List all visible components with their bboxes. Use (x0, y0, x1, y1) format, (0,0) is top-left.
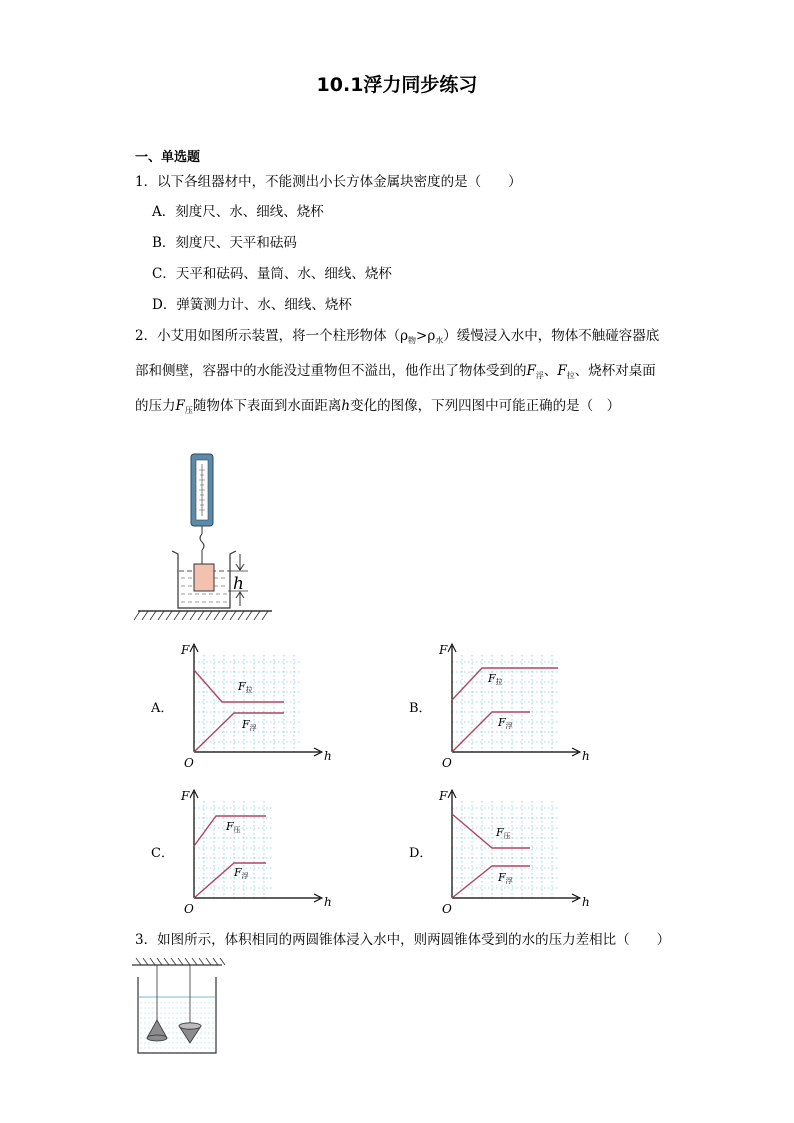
page-title: 10.1浮力同步练习 (316, 74, 478, 96)
axis-label-f: F (439, 643, 448, 657)
axis-label-h: h (582, 749, 590, 763)
origin-label: O (184, 902, 194, 916)
series-label-1: F拉 (238, 680, 253, 694)
series-label-2: F浮 (498, 871, 513, 885)
apparatus-figure (130, 450, 280, 625)
question-1-option-c: C．天平和砝码、量筒、水、细线、烧杯 (152, 266, 392, 282)
graph-b (430, 640, 595, 770)
option-c-letter: C． (151, 846, 174, 861)
question-1-stem: 1．以下各组器材中，不能测出小长方体金属块密度的是（ ） (135, 174, 522, 190)
option-b-letter: B． (409, 701, 432, 716)
axis-label-f: F (439, 789, 448, 803)
option-d-letter: D． (409, 846, 433, 861)
graph-a (172, 640, 337, 770)
axis-label-f: F (181, 643, 190, 657)
section-heading: 一、单选题 (135, 150, 201, 165)
series-label-1: F压 (496, 826, 511, 840)
series-line-2 (452, 712, 530, 752)
origin-label: O (442, 756, 452, 770)
axis-label-h: h (324, 895, 332, 909)
series-line-2 (452, 866, 530, 898)
origin-label: O (442, 902, 452, 916)
grid (194, 655, 302, 752)
series-label-1: F拉 (488, 672, 503, 686)
axis-label-h: h (582, 895, 590, 909)
graph-c (172, 786, 337, 916)
series-label-2: F浮 (242, 718, 257, 732)
question-1-option-d: D．弹簧测力计、水、细线、烧杯 (152, 297, 352, 313)
series-label-1: F压 (226, 820, 241, 834)
series-line-2 (194, 713, 284, 752)
question-3-stem: 3．如图所示，体积相同的两圆锥体浸入水中，则两圆锥体受到的水的压力差相比（ ） (135, 932, 671, 948)
series-line-1 (452, 814, 530, 848)
question-1-option-b: B．刻度尺、天平和砝码 (152, 235, 297, 251)
grid (452, 655, 558, 752)
option-a-letter: A． (151, 701, 174, 716)
origin-label: O (184, 756, 194, 770)
apparatus-h-label: h (233, 574, 244, 594)
axis-label-h: h (324, 749, 332, 763)
series-label-2: F浮 (498, 716, 513, 730)
axis-label-f: F (181, 789, 190, 803)
question-1-option-a: A．刻度尺、水、细线、烧杯 (152, 204, 324, 220)
question-2-stem: 2．小艾用如图所示装置，将一个柱形物体$(\rho_物>\rho_水)$缓慢浸入水中，物体不触碰容器底部和侧壁，容器中的水能没过重物但不溢出，他作出了物体受到的$F_浮$、$F_拉$、烧杯对桌面的压力$F_压$随物体下表面到水面距离h变化的图像，下列四图中可能正确的是（ ） (135, 328, 660, 415)
series-label-2: F浮 (234, 866, 249, 880)
graph-d (430, 786, 595, 916)
cones-figure (130, 955, 225, 1060)
